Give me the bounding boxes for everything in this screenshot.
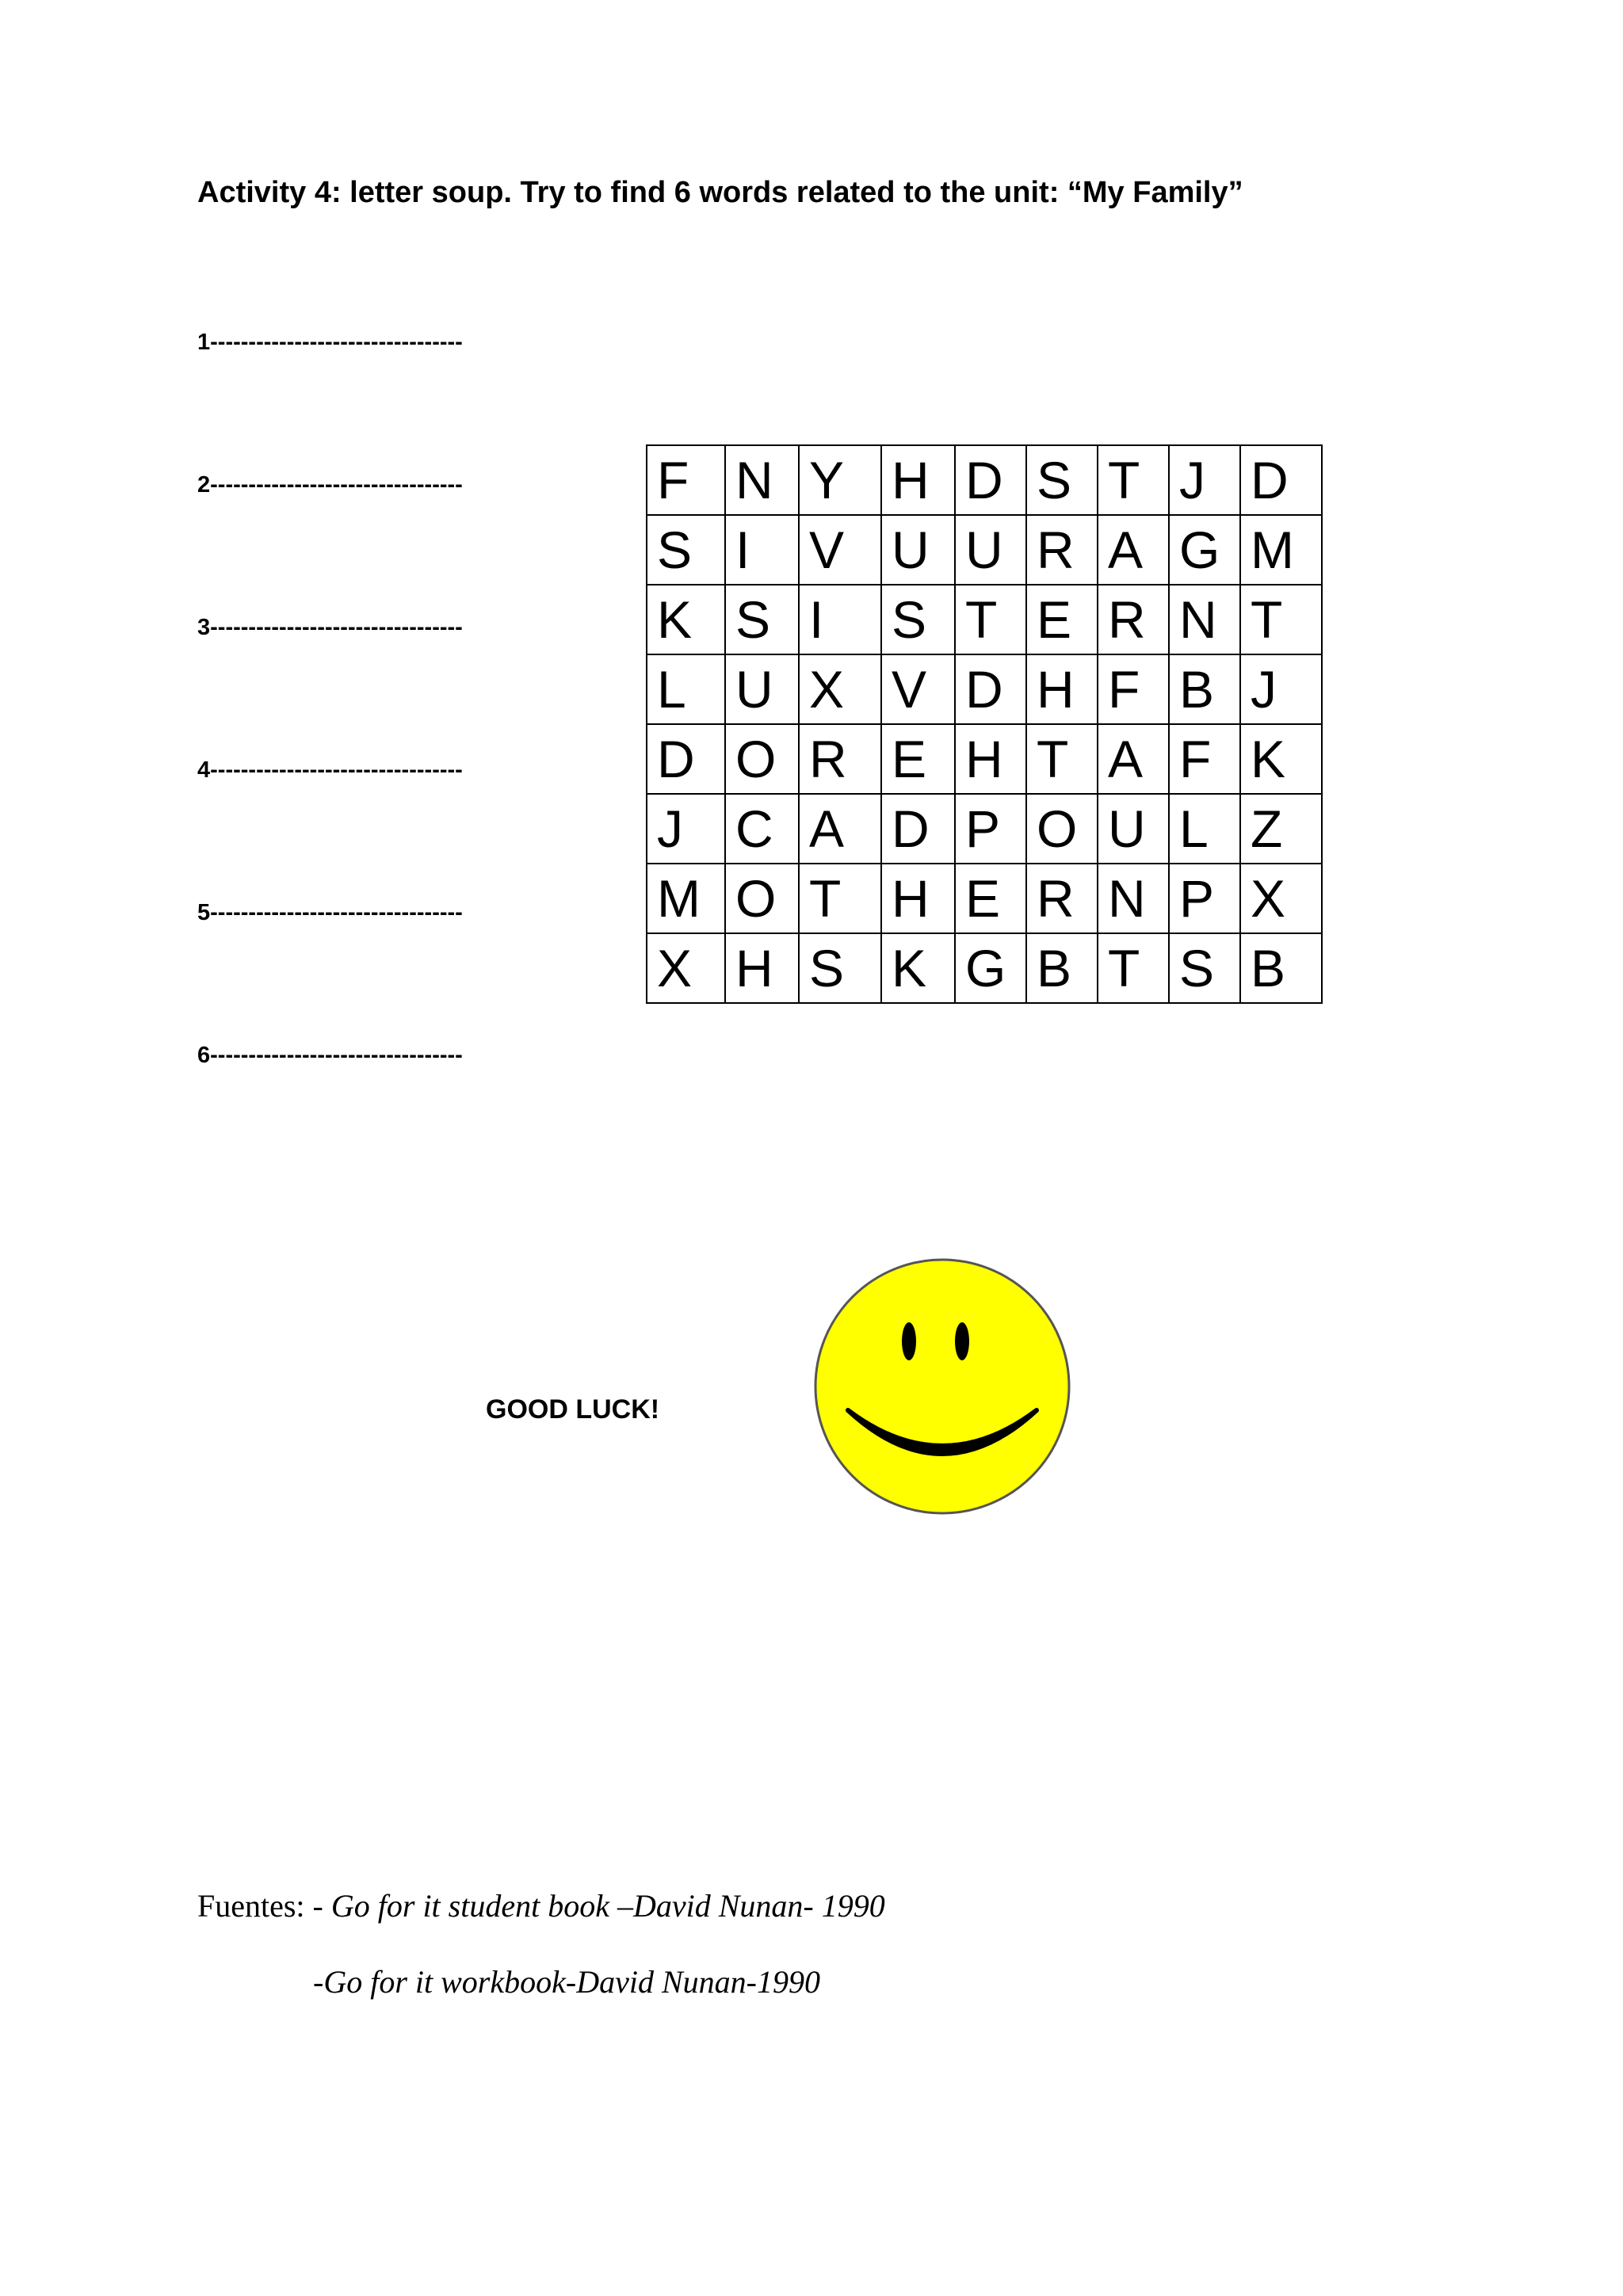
answer-line-5[interactable]: 5--------------------------------- — [197, 900, 463, 925]
grid-cell[interactable]: L — [1169, 794, 1240, 864]
answer-line-4[interactable]: 4--------------------------------- — [197, 757, 463, 783]
smiley-face-icon — [812, 1256, 1073, 1517]
grid-cell[interactable]: V — [799, 515, 881, 585]
grid-cell[interactable]: J — [1240, 654, 1322, 724]
grid-cell[interactable]: H — [881, 864, 955, 933]
grid-cell[interactable]: U — [881, 515, 955, 585]
grid-cell[interactable]: U — [725, 654, 799, 724]
grid-cell[interactable]: I — [725, 515, 799, 585]
grid-cell[interactable]: G — [1169, 515, 1240, 585]
grid-cell[interactable]: R — [1026, 515, 1098, 585]
grid-cell[interactable]: O — [1026, 794, 1098, 864]
grid-cell[interactable]: T — [1240, 585, 1322, 654]
grid-cell[interactable]: M — [647, 864, 725, 933]
grid-cell[interactable]: A — [1098, 515, 1169, 585]
grid-cell[interactable]: A — [1098, 724, 1169, 794]
grid-cell[interactable]: B — [1240, 933, 1322, 1003]
answer-line-3[interactable]: 3--------------------------------- — [197, 615, 463, 640]
grid-cell[interactable]: P — [1169, 864, 1240, 933]
grid-row — [647, 724, 1322, 794]
smiley-left-eye — [902, 1322, 916, 1360]
grid-cell[interactable]: M — [1240, 515, 1322, 585]
grid-row — [647, 794, 1322, 864]
grid-cell[interactable]: F — [1098, 654, 1169, 724]
grid-cell[interactable]: S — [1169, 933, 1240, 1003]
grid-cell[interactable]: T — [955, 585, 1026, 654]
grid-row — [647, 864, 1322, 933]
grid-cell[interactable]: E — [1026, 585, 1098, 654]
grid-cell[interactable]: D — [955, 445, 1026, 515]
activity-title: Activity 4: letter soup. Try to find 6 words related to the unit: “My Family” — [197, 176, 1243, 209]
grid-cell[interactable]: D — [1240, 445, 1322, 515]
grid-cell[interactable]: H — [1026, 654, 1098, 724]
grid-cell[interactable]: T — [1026, 724, 1098, 794]
source-student-book: Go for it student book –David Nunan- 1990 — [330, 1888, 885, 1924]
grid-cell[interactable]: E — [955, 864, 1026, 933]
answer-line-2[interactable]: 2--------------------------------- — [197, 472, 463, 498]
grid-row — [647, 933, 1322, 1003]
grid-cell[interactable]: U — [955, 515, 1026, 585]
grid-cell[interactable]: D — [881, 794, 955, 864]
grid-cell[interactable]: A — [799, 794, 881, 864]
grid-cell[interactable]: S — [1026, 445, 1098, 515]
grid-cell[interactable]: K — [881, 933, 955, 1003]
grid-cell[interactable]: N — [725, 445, 799, 515]
grid-cell[interactable]: R — [1026, 864, 1098, 933]
smiley-right-eye — [955, 1322, 969, 1360]
grid-cell[interactable]: G — [955, 933, 1026, 1003]
grid-cell[interactable]: S — [881, 585, 955, 654]
grid-cell[interactable]: D — [647, 724, 725, 794]
grid-cell[interactable]: L — [647, 654, 725, 724]
grid-cell[interactable]: T — [799, 864, 881, 933]
good-luck-text: GOOD LUCK! — [486, 1394, 660, 1425]
answer-line-1[interactable]: 1--------------------------------- — [197, 330, 463, 355]
grid-cell[interactable]: H — [725, 933, 799, 1003]
grid-cell[interactable]: X — [647, 933, 725, 1003]
smiley-face — [815, 1260, 1069, 1513]
grid-cell[interactable]: X — [1240, 864, 1322, 933]
grid-cell[interactable]: D — [955, 654, 1026, 724]
grid-cell[interactable]: O — [725, 864, 799, 933]
grid-row — [647, 654, 1322, 724]
sources-prefix: Fuentes: - — [197, 1888, 331, 1924]
grid-cell[interactable]: C — [725, 794, 799, 864]
grid-cell[interactable]: J — [1169, 445, 1240, 515]
grid-cell[interactable]: X — [799, 654, 881, 724]
grid-cell[interactable]: F — [647, 445, 725, 515]
grid-cell[interactable]: K — [647, 585, 725, 654]
answer-line-6[interactable]: 6--------------------------------- — [197, 1043, 463, 1068]
grid-cell[interactable]: B — [1026, 933, 1098, 1003]
grid-cell[interactable]: Y — [799, 445, 881, 515]
grid-cell[interactable]: N — [1098, 864, 1169, 933]
grid-cell[interactable]: Z — [1240, 794, 1322, 864]
grid-cell[interactable]: R — [1098, 585, 1169, 654]
grid-cell[interactable]: P — [955, 794, 1026, 864]
grid-row — [647, 445, 1322, 515]
grid-row — [647, 585, 1322, 654]
grid-cell[interactable]: U — [1098, 794, 1169, 864]
grid-cell[interactable]: H — [881, 445, 955, 515]
grid-cell[interactable]: H — [955, 724, 1026, 794]
grid-cell[interactable]: B — [1169, 654, 1240, 724]
grid-cell[interactable]: R — [799, 724, 881, 794]
grid-cell[interactable]: K — [1240, 724, 1322, 794]
grid-cell[interactable]: E — [881, 724, 955, 794]
grid-cell[interactable]: I — [799, 585, 881, 654]
grid-cell[interactable]: O — [725, 724, 799, 794]
grid-cell[interactable]: T — [1098, 445, 1169, 515]
grid-row — [647, 515, 1322, 585]
grid-cell[interactable]: J — [647, 794, 725, 864]
sources-line-1 — [197, 1887, 885, 1924]
grid-cell[interactable]: S — [725, 585, 799, 654]
letter-soup-grid — [646, 444, 1323, 1004]
source-workbook: -Go for it workbook-David Nunan-1990 — [313, 1964, 820, 2000]
grid-cell[interactable]: T — [1098, 933, 1169, 1003]
grid-cell[interactable]: S — [647, 515, 725, 585]
grid-cell[interactable]: N — [1169, 585, 1240, 654]
grid-cell[interactable]: S — [799, 933, 881, 1003]
grid-cell[interactable]: V — [881, 654, 955, 724]
grid-cell[interactable]: F — [1169, 724, 1240, 794]
